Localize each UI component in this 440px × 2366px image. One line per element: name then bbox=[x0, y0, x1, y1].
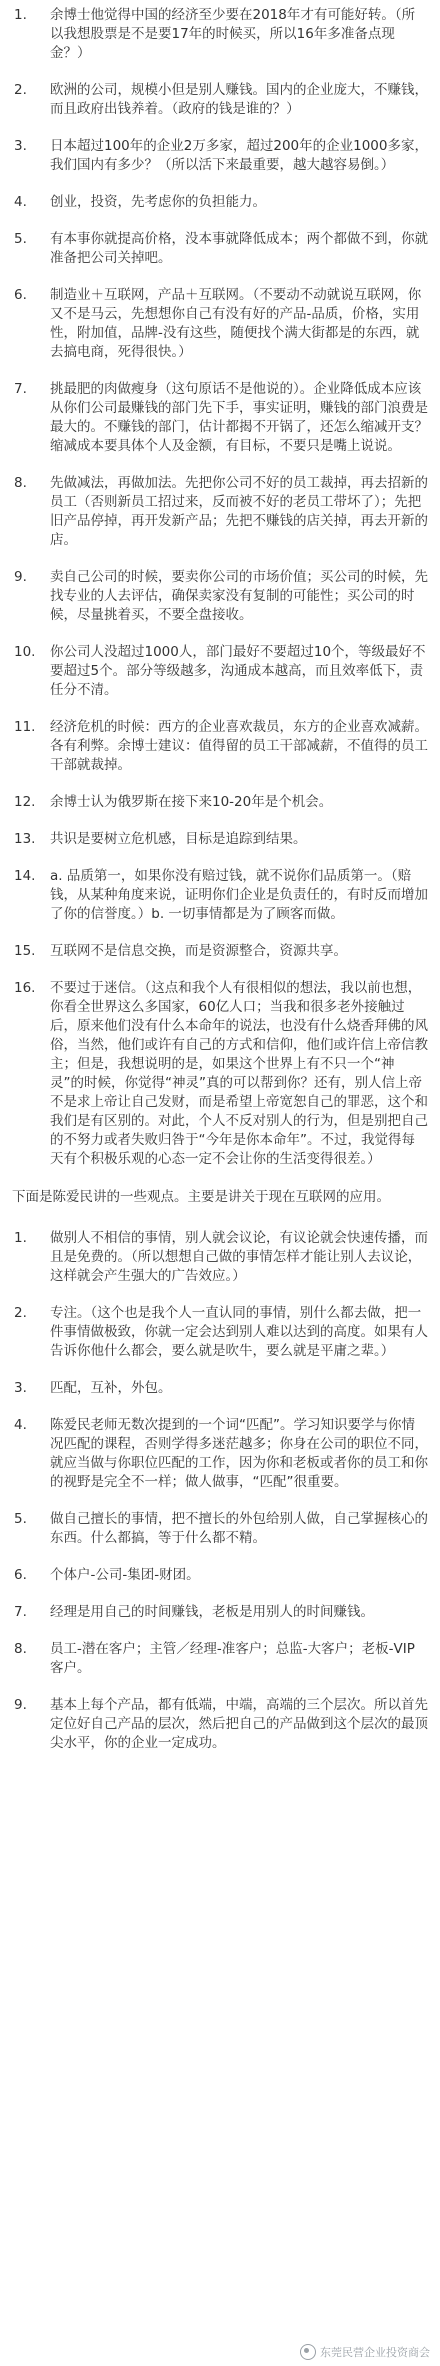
item-number: 10. bbox=[14, 644, 36, 660]
list-item bbox=[14, 1304, 428, 1361]
list-item bbox=[14, 230, 428, 268]
list-item bbox=[14, 643, 428, 700]
list-item bbox=[14, 1510, 428, 1548]
watermark bbox=[300, 2344, 430, 2360]
item-text: 余博士认为俄罗斯在接下来10-20年是个机会。 bbox=[50, 794, 333, 810]
list-item bbox=[14, 830, 428, 849]
item-number: 2. bbox=[14, 1305, 27, 1321]
item-number: 7. bbox=[14, 381, 27, 397]
item-number: 9. bbox=[14, 569, 27, 585]
list-item bbox=[14, 979, 428, 1169]
list-item bbox=[14, 137, 428, 175]
list-item bbox=[14, 867, 428, 924]
item-number: 8. bbox=[14, 1641, 27, 1657]
list-item bbox=[14, 474, 428, 550]
list-item bbox=[14, 380, 428, 456]
item-number: 16. bbox=[14, 980, 36, 996]
watermark-text: 东莞民营企业投资商会 bbox=[320, 2346, 430, 2359]
list-item bbox=[14, 793, 428, 812]
item-text: 经理是用自己的时间赚钱，老板是用别人的时间赚钱。 bbox=[50, 1604, 374, 1620]
item-text: 余博士他觉得中国的经济至少要在2018年才有可能好转。（所以我想股票是不是要17年的时候买，所以16年多准备点现金？） bbox=[50, 7, 416, 61]
item-text: 匹配，互补，外包。 bbox=[50, 1380, 172, 1396]
item-text: 共识是要树立危机感，目标是追踪到结果。 bbox=[50, 831, 307, 847]
list-item bbox=[14, 1416, 428, 1492]
list-item bbox=[14, 942, 428, 961]
list-item bbox=[14, 193, 428, 212]
list-item bbox=[14, 6, 428, 63]
list-item bbox=[14, 286, 428, 362]
item-text: 员工-潜在客户；主管／经理-准客户；总监-大客户；老板-VIP客户。 bbox=[50, 1641, 415, 1676]
points-list-internet bbox=[14, 1229, 428, 1753]
item-number: 3. bbox=[14, 138, 27, 154]
list-item bbox=[14, 1696, 428, 1753]
item-number: 4. bbox=[14, 194, 27, 210]
item-number: 15. bbox=[14, 943, 36, 959]
item-number: 12. bbox=[14, 794, 36, 810]
item-text: 基本上每个产品，都有低端，中端，高端的三个层次。所以首先定位好自己产品的层次，然后把自己的产品做到这个层次的最顶尖水平，你的企业一定成功。 bbox=[50, 1697, 428, 1751]
list-item bbox=[14, 81, 428, 119]
item-number: 13. bbox=[14, 831, 36, 847]
yu-boshi-points bbox=[0, 0, 440, 1169]
list-item bbox=[14, 568, 428, 625]
item-text: 做别人不相信的事情，别人就会议论，有议论就会快速传播，而且是免费的。（所以想想自己做的事情怎样才能让别人去议论，这样就会产生强大的广告效应。） bbox=[50, 1230, 428, 1284]
item-number: 14. bbox=[14, 868, 36, 884]
item-number: 1. bbox=[14, 7, 27, 23]
item-text: 创业，投资，先考虑你的负担能力。 bbox=[50, 194, 266, 210]
item-number: 8. bbox=[14, 475, 27, 491]
item-text: 不要过于迷信。（这点和我个人有很相似的想法，我以前也想，你看全世界这么多国家，60亿人口；当我和很多老外接触过后，原来他们没有什么本命年的说法，也没有什么烧香拜佛的风俗，当然，他们或许有自己的方式和信仰，他们或许信上帝信教主；但是，我想说明的是，如果这个世界上有不只一个“神灵”的时候，你觉得“神灵”真的可以帮到你？还有，别人信上帝不是求上帝让自己发财，而是希望上帝宽恕自己的罪恶，这个和我们是有区别的。对此，个人不反对别人的行为，但是别把自己的不努力或者失败归咎于“今年是你本命年”。不过，我觉得每天有个积极乐观的心态一定不会让你的生活变得很差。） bbox=[50, 980, 428, 1167]
chen-aimin-points bbox=[0, 1229, 440, 1753]
list-item bbox=[14, 1379, 428, 1398]
item-text: 先做减法，再做加法。先把你公司不好的员工裁掉，再去招新的员工（否则新员工招过来，反而被不好的老员工带坏了）；先把旧产品停掉，再开发新产品；先把不赚钱的店关掉，再去开新的店。 bbox=[50, 475, 428, 548]
item-text: 互联网不是信息交换，而是资源整合，资源共享。 bbox=[50, 943, 347, 959]
item-number: 6. bbox=[14, 1567, 27, 1583]
item-text: 有本事你就提高价格，没本事就降低成本；两个都做不到，你就准备把公司关掉吧。 bbox=[50, 231, 428, 266]
item-number: 7. bbox=[14, 1604, 27, 1620]
list-item bbox=[14, 718, 428, 775]
wechat-account-icon bbox=[300, 2344, 316, 2360]
item-text: 个体户-公司-集团-财团。 bbox=[50, 1567, 200, 1583]
list-item bbox=[14, 1566, 428, 1585]
item-text: 做自己擅长的事情，把不擅长的外包给别人做，自己掌握核心的东西。什么都搞，等于什么都不精。 bbox=[50, 1511, 428, 1546]
item-text: 卖自己公司的时候，要卖你公司的市场价值；买公司的时候，先找专业的人去评估，确保卖家没有复制的可能性；买公司的时候，尽量挑着买，不要全盘接收。 bbox=[50, 569, 428, 623]
item-text: 你公司人没超过1000人，部门最好不要超过10个，等级最好不要超过5个。部分等级越多，沟通成本越高，而且效率低下，责任分不清。 bbox=[50, 644, 426, 698]
item-number: 11. bbox=[14, 719, 36, 735]
item-number: 6. bbox=[14, 287, 27, 303]
item-text: 挑最肥的肉做瘦身（这句原话不是他说的）。企业降低成本应该从你们公司最赚钱的部门先下手，事实证明，赚钱的部门浪费是最大的。不赚钱的部门，估计都揭不开锅了，还怎么缩减开支？缩减成本要具体个人及金额，有目标，不要只是嘴上说说。 bbox=[50, 381, 428, 454]
item-number: 5. bbox=[14, 1511, 27, 1527]
item-number: 5. bbox=[14, 231, 27, 247]
item-text: 欧洲的公司，规模小但是别人赚钱。国内的企业庞大，不赚钱，而且政府出钱养着。（政府的钱是谁的？） bbox=[50, 82, 428, 117]
list-item bbox=[14, 1640, 428, 1678]
list-item bbox=[14, 1603, 428, 1622]
list-item bbox=[14, 1229, 428, 1286]
item-number: 2. bbox=[14, 82, 27, 98]
item-number: 1. bbox=[14, 1230, 27, 1246]
item-text: 陈爱民老师无数次提到的一个词“匹配”。学习知识要学与你情况匹配的课程，否则学得多迷茫越多；你身在公司的职位不同，就应当做与你职位匹配的工作，因为你和老板或者你的员工和你的视野是完全不一样；做人做事，“匹配”很重要。 bbox=[50, 1417, 428, 1490]
item-text: a. 品质第一，如果你没有赔过钱，就不说你们品质第一。（赔钱，从某种角度来说，证明你们企业是负责任的，有时反而增加了你的信誉度。）b. 一切事情都是为了顾客而做。 bbox=[50, 868, 428, 922]
item-text: 经济危机的时候：西方的企业喜欢裁员，东方的企业喜欢减薪。各有利弊。余博士建议：值得留的员工干部减薪，不值得的员工干部就裁掉。 bbox=[50, 719, 428, 773]
section-intro: 下面是陈爱民讲的一些观点。主要是讲关于现在互联网的应用。 bbox=[12, 1189, 390, 1205]
item-text: 制造业＋互联网，产品＋互联网。（不要动不动就说互联网，你又不是马云，先想想你自己有没有好的产品-品质，价格，实用性，附加值，品牌-没有这些，随便找个满大街都是的东西，就去搞电商，死得很快。） bbox=[50, 287, 422, 360]
item-number: 4. bbox=[14, 1417, 27, 1433]
item-text: 专注。（这个也是我个人一直认同的事情，别什么都去做，把一件事情做极致，你就一定会达到别人难以达到的高度。如果有人告诉你他什么都会，要么就是吹牛，要么就是平庸之辈。） bbox=[50, 1305, 428, 1359]
points-list bbox=[14, 6, 428, 1169]
item-number: 3. bbox=[14, 1380, 27, 1396]
item-text: 日本超过100年的企业2万多家，超过200年的企业1000多家，我们国内有多少？（所以活下来最重要，越大越容易倒。） bbox=[50, 138, 428, 173]
item-number: 9. bbox=[14, 1697, 27, 1713]
